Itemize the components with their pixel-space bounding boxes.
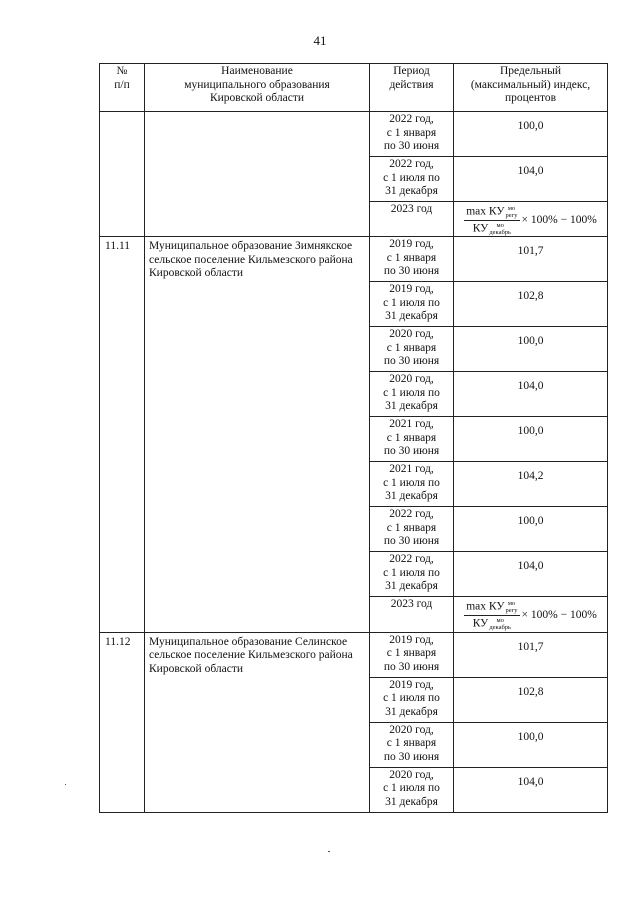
index-value: 104,2: [454, 462, 608, 507]
formula-max: max: [466, 205, 486, 218]
index-formula-cell: [454, 597, 608, 632]
formula-sub-bottom: декабрь: [489, 624, 511, 632]
table-row: [100, 237, 608, 282]
formula-max: max: [466, 600, 486, 613]
formula-ku-top: КУ: [488, 205, 505, 218]
header-num: [100, 64, 145, 112]
period-text: 2019 год, с 1 января по 30 июня: [383, 633, 440, 673]
formula-fraction: [464, 600, 519, 631]
period-cell: [370, 327, 454, 372]
formula-sup-top: мо: [507, 205, 516, 212]
header-name: [145, 64, 370, 112]
period-text: 2021 год, с 1 июля по 31 декабря: [383, 463, 440, 503]
index-value: 104,0: [454, 767, 608, 812]
period-text: 2020 год, с 1 января по 30 июня: [383, 328, 440, 368]
municipality-name: [145, 112, 370, 237]
row-number: [100, 112, 145, 237]
formula-fraction: [464, 205, 519, 236]
scan-speck: [328, 851, 330, 852]
formula-sup-bottom: мо: [496, 617, 504, 625]
index-value: 100,0: [454, 327, 608, 372]
period-text: 2021 год, с 1 января по 30 июня: [383, 418, 440, 458]
header-name-label: Наименование муниципального образования Кировской области: [184, 65, 330, 104]
period-cell: [370, 202, 454, 237]
period-text: 2019 год, с 1 июля по 31 декабря: [383, 283, 440, 323]
row-number: 11.11: [100, 237, 145, 632]
table-body: [100, 112, 608, 813]
period-text: 2022 год, с 1 января по 30 июня: [383, 508, 440, 548]
index-value: 100,0: [454, 417, 608, 462]
index-value: 104,0: [454, 372, 608, 417]
period-text: 2022 год, с 1 июля по 31 декабря: [383, 158, 440, 197]
index-value: 102,8: [454, 282, 608, 327]
header-period: [370, 64, 454, 112]
header-index-label: Предельный (максимальный) индекс, процентов: [470, 65, 591, 104]
formula-ku-bottom: КУ: [472, 222, 489, 235]
formula-sup-bottom: мо: [496, 222, 504, 230]
index-value: 100,0: [454, 507, 608, 552]
formula-sup-top: мо: [507, 600, 516, 608]
period-text: 2022 год, с 1 июля по 31 декабря: [383, 553, 440, 593]
period-cell: [370, 677, 454, 722]
table-row: [100, 632, 608, 677]
index-formula: [464, 600, 597, 631]
index-value: 102,8: [454, 677, 608, 722]
index-value: 100,0: [454, 112, 608, 157]
tariff-index-table: [99, 63, 608, 813]
index-value: 104,0: [454, 552, 608, 597]
period-cell: [370, 157, 454, 202]
period-text: 2020 год, с 1 июля по 31 декабря: [383, 373, 440, 413]
formula-denominator: [471, 221, 513, 236]
period-text: 2022 год, с 1 января по 30 июня: [383, 113, 440, 152]
scan-speck: [65, 784, 66, 785]
table-row: [100, 112, 608, 157]
header-period-label: Период действия: [389, 65, 434, 91]
formula-ku-top-scripts: [505, 205, 517, 219]
period-cell: [370, 282, 454, 327]
period-cell: [370, 507, 454, 552]
period-text: 2023 год: [390, 598, 433, 611]
formula-sub-bottom: декабрь: [489, 229, 511, 237]
table-header-row: [100, 64, 608, 112]
formula-tail: × 100% − 100%: [521, 213, 597, 226]
municipality-name: Муниципальное образование Селинское сельское поселение Кильмезского района Кировской области: [145, 632, 370, 812]
period-cell: [370, 417, 454, 462]
period-cell: [370, 237, 454, 282]
page-number: 41: [313, 33, 327, 48]
formula-ku-bottom-scripts: [489, 617, 511, 631]
formula-ku-top-scripts: [505, 600, 517, 614]
period-cell: [370, 722, 454, 767]
index-value: 100,0: [454, 722, 608, 767]
row-number: 11.12: [100, 632, 145, 812]
formula-sub-top: регу: [505, 212, 518, 219]
index-formula: [464, 205, 597, 236]
period-cell: [370, 597, 454, 632]
index-formula-cell: [454, 202, 608, 237]
formula-tail: × 100% − 100%: [521, 609, 597, 622]
formula-sub-top: регу: [505, 607, 518, 615]
index-value: 104,0: [454, 157, 608, 202]
formula-ku-bottom: КУ: [472, 618, 489, 631]
period-text: 2020 год, с 1 июля по 31 декабря: [383, 768, 440, 808]
municipality-name: Муниципальное образование Зимнякское сельское поселение Кильмезского района Кировской области: [145, 237, 370, 632]
header-index: [454, 64, 608, 112]
period-cell: [370, 632, 454, 677]
header-num-label: № п/п: [114, 65, 130, 91]
period-text: 2023 год: [390, 203, 433, 215]
period-cell: [370, 372, 454, 417]
period-text: 2019 год, с 1 января по 30 июня: [383, 238, 440, 278]
formula-numerator: [464, 600, 519, 616]
formula-numerator: [464, 205, 519, 221]
formula-denominator: [471, 616, 513, 631]
index-value: 101,7: [454, 632, 608, 677]
index-value: 101,7: [454, 237, 608, 282]
period-cell: [370, 767, 454, 812]
period-cell: [370, 112, 454, 157]
period-cell: [370, 552, 454, 597]
period-text: 2020 год, с 1 января по 30 июня: [383, 723, 440, 763]
formula-ku-bottom-scripts: [489, 222, 511, 236]
period-text: 2019 год, с 1 июля по 31 декабря: [383, 678, 440, 718]
period-cell: [370, 462, 454, 507]
formula-ku-top: КУ: [488, 600, 505, 613]
